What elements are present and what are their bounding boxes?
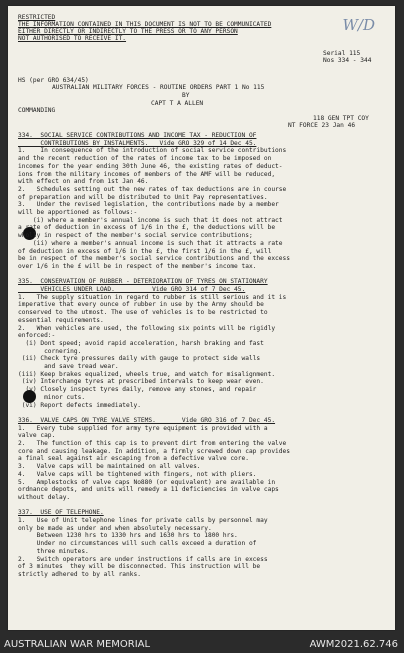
body-line: 1. Every tube supplied for army tyre equipment is provided with a <box>18 424 268 432</box>
commanding-label: COMMANDING <box>18 107 56 114</box>
body-line: without delay. <box>18 493 71 501</box>
body-line: of preparation and will be distributed to Unit Pay representatives. <box>18 193 268 201</box>
body-line: 2. Schedules setting out the new rates of tax deductions are in course <box>18 185 287 193</box>
body-line: strictly adhered to by all ranks. <box>18 570 141 578</box>
body-line: (v) Closely inspect tyres daily, remove any stones, and repair <box>18 386 257 394</box>
unit-date: NT FORCE 23 Jan 46 <box>288 122 356 129</box>
body-line: ions from the military incomes of members of the AMF will be reduced, <box>18 170 276 178</box>
restricted-notice-line: NOT AUTHORISED TO RECEIVE IT. <box>18 35 127 42</box>
body-line: three minutes. <box>18 547 89 555</box>
body-line: be in respect of the member's social service contributions and the excess <box>18 255 290 263</box>
body-line: ordnance depots, and units will remedy a 11 deficiencies in valve caps <box>18 486 279 494</box>
body-line: 5. Amplestocks of valve caps No880 (or equivalent) are available in <box>18 478 276 486</box>
body-line: (i) where a member's annual income is such that it does not attract <box>18 216 283 224</box>
body-line: (ii) Check tyre pressures daily with gauge to protect side walls <box>18 355 261 363</box>
body-line: conserved to the utmost. The use of vehicles is to be restricted to <box>18 309 268 317</box>
body-line: 2. Switch operators are under instructions if calls are in excess <box>18 555 268 563</box>
body-line: valve cap. <box>18 432 56 440</box>
restricted-notice-line: THE INFORMATION CONTAINED IN THIS DOCUMENT IS NOT TO BE COMMUNICATED <box>18 21 272 28</box>
body-line: imperative that every ounce of rubber in use by the Army should be <box>18 301 264 309</box>
document-page <box>8 6 395 630</box>
body-line: VEHICLES UNDER LOAD. Vide GRO 314 of 7 Dec 45. <box>18 286 246 293</box>
body-line: 4. Valve caps will be tightened with fingers, not with pliers. <box>18 470 257 478</box>
order-numbers: Nos 334 - 344 <box>323 57 372 64</box>
by-line: BY <box>182 92 190 99</box>
body-line: incomes for the year ending 30th June 46, the existing rates of deduct- <box>18 162 283 170</box>
body-line: will be apportioned as follows:- <box>18 209 138 216</box>
archive-footer <box>0 631 404 653</box>
body-line: enforced:- <box>18 332 56 340</box>
body-line: 335. CONSERVATION OF RUBBER - DETERIORATION OF TYRES ON STATIONARY <box>18 278 268 286</box>
body-line: only be made as under and when absolutely necessary. <box>18 524 212 532</box>
body-line: 1. Use of Unit telephone lines for private calls by personnel may <box>18 517 268 524</box>
body-line: 3. Under the revised legislation, the contributions made by a member <box>18 201 279 209</box>
officer-name: CAPT T A ALLEN <box>151 100 204 107</box>
body-line: over 1/6 in the £ will be in respect of the member's income tax. <box>18 262 257 270</box>
body-line: Between 1230 hrs to 1330 hrs and 1630 hrs to 1800 hrs. <box>18 532 238 540</box>
body-line: (i) Dont speed; avoid rapid acceleration, harsh braking and fast <box>18 339 264 347</box>
restricted-notice-line: EITHER DIRECTLY OR INDIRECTLY TO THE PRESS OR TO ANY PERSON <box>18 28 238 35</box>
body-line: 336. VALVE CAPS ON TYRE VALVE STEMS. Vide GRO 316 of 7 Dec 45. <box>18 416 276 424</box>
handwritten-mark: W/D <box>342 16 375 34</box>
document-title: AUSTRALIAN MILITARY FORCES - ROUTINE ORDERS PART 1 No 115 <box>52 84 265 91</box>
body-line: wholly in respect of the member's social service contributions; <box>18 232 253 240</box>
body-line: 2. The function of this cap is to prevent dirt from entering the valve <box>18 440 287 447</box>
body-line: 3. Valve caps will be maintained on all valves. <box>18 463 201 471</box>
body-line: 1. In consequence of the introduction of social service contributions <box>18 147 287 155</box>
body-line: essential requirements. <box>18 316 104 324</box>
body-line: with effect on and from 1st Jan 46. <box>18 178 149 186</box>
body-line: (iv) Interchange tyres at prescribed intervals to keep wear even. <box>18 378 264 386</box>
body-line: a final seal against air escaping from a defective valve core. <box>18 455 249 463</box>
body-line: 334. SOCIAL SERVICE CONTRIBUTIONS AND INCOME TAX - REDUCTION OF <box>18 132 257 139</box>
restricted-heading: RESTRICTED <box>18 14 56 21</box>
serial-number: Serial 115 <box>323 50 361 57</box>
body-line: 2. When vehicles are used, the following six points will be rigidly <box>18 324 276 332</box>
archive-reference: AWM2021.62.746 <box>309 639 398 650</box>
body-line: core and causing leakage. In addition, a firmly screwed down cap provides <box>18 447 290 455</box>
reference-line: HS (per GRO 634/45) <box>18 77 89 84</box>
body-line: (vi) Report defects immediately. <box>18 401 141 409</box>
body-line: (iii) Keep brakes equalized, wheels true, and watch for misalignment. <box>18 370 276 378</box>
unit-name: 118 GEN TPT COY <box>313 115 369 122</box>
body-line: of 3 minutes they will be disconnected. This instruction will be <box>18 563 261 571</box>
body-line: a rate of deduction in excess of 1/6 in the £, the deductions will be <box>18 224 276 232</box>
body-line: (ii) where a member's annual income is such that it attracts a rate <box>18 239 283 247</box>
body-line: 337. USE OF TELEPHONE. <box>18 509 104 517</box>
body-line: of deduction in excess of 1/6 in the £, the first 1/6 in the £, will <box>18 247 272 255</box>
archive-name: AUSTRALIAN WAR MEMORIAL <box>4 639 151 650</box>
body-line: cornering. <box>18 347 82 355</box>
body-line: Under no circumstances will such calls exceed a duration of <box>18 540 257 548</box>
body-line: minor cuts. <box>18 393 86 401</box>
body-line: and the recent reduction of the rates of income tax to be imposed on <box>18 155 272 163</box>
body-line: and save tread wear. <box>18 363 119 370</box>
body-line: CONTRIBUTIONS BY INSTALMENTS. Vide GRO 329 of 14 Dec 45. <box>18 139 257 147</box>
body-line: 1. The supply situation in regard to rubber is still serious and it is <box>18 293 287 301</box>
